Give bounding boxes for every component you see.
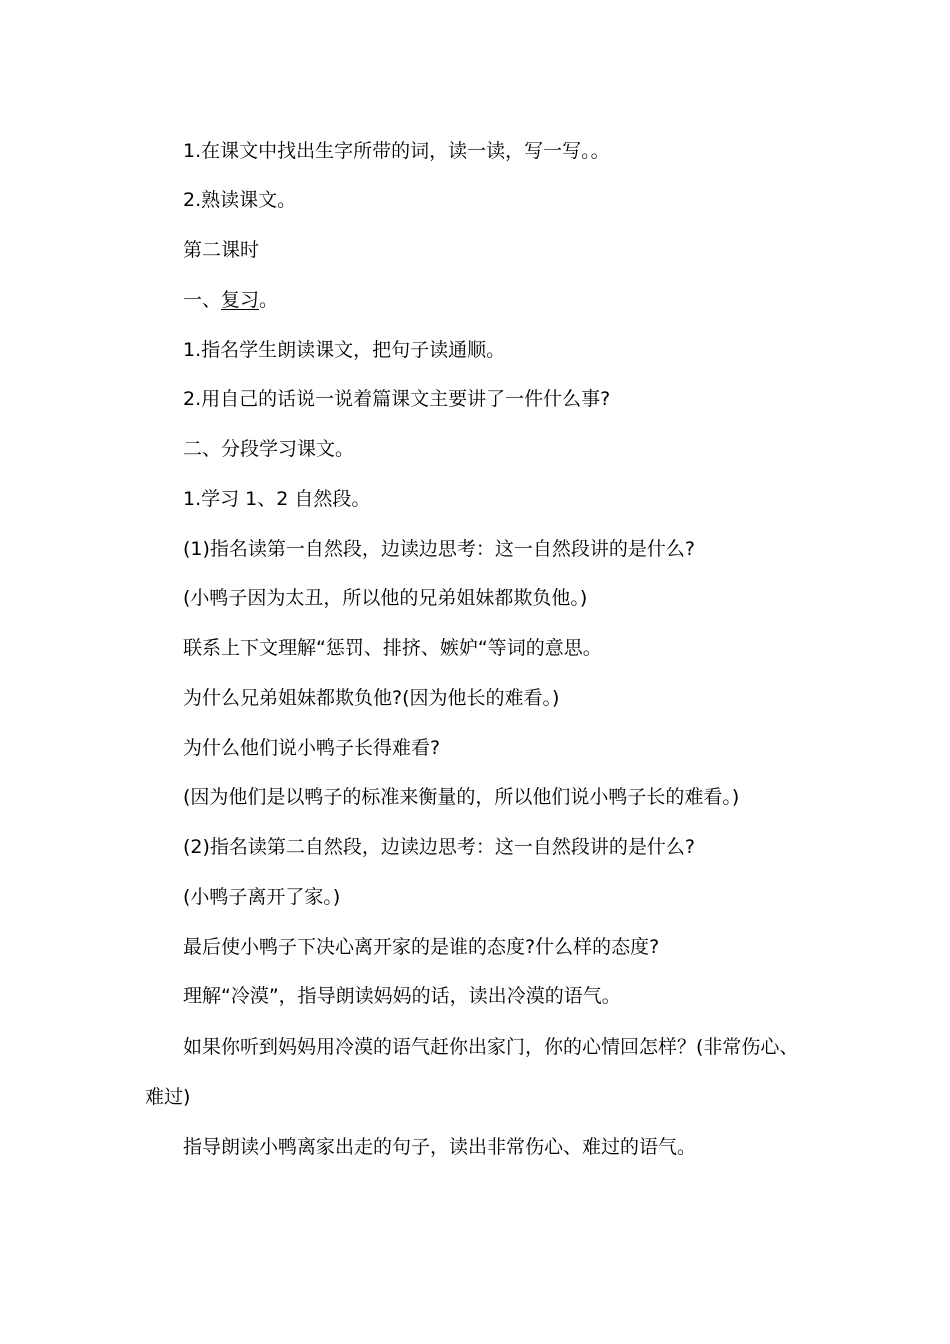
heading-number: 一、 [183, 289, 222, 311]
text-line: 为什么兄弟姐妹都欺负他?(因为他长的难看。) [183, 687, 560, 709]
text-line: 指导朗读小鸭离家出走的句子，读出非常伤心、难过的语气。 [183, 1136, 697, 1158]
text-line: 理解“冷漠”，指导朗读妈妈的话，读出冷漠的语气。 [183, 985, 621, 1007]
text-line: 联系上下文理解“惩罚、排挤、嫉妒“等词的意思。 [183, 637, 602, 659]
section-heading: 二、分段学习课文。 [183, 438, 355, 460]
text-line: 2.用自己的话说一说着篇课文主要讲了一件什么事? [183, 388, 611, 410]
text-line: 为什么他们说小鸭子长得难看? [183, 737, 441, 759]
section-heading: 第二课时 [183, 239, 260, 261]
heading-review [183, 287, 278, 313]
text-line: 最后使小鸭子下决心离开家的是谁的态度?什么样的态度? [183, 936, 660, 958]
text-line: 1.指名学生朗读课文，把句子读通顺。 [183, 339, 506, 361]
review-link[interactable]: 复习 [221, 289, 260, 311]
text-line: (小鸭子因为太丑，所以他的兄弟姐妹都欺负他。) [183, 587, 588, 609]
text-line: (2)指名读第二自然段，边读边思考：这一自然段讲的是什么? [183, 836, 695, 858]
heading-punct: 。 [259, 289, 279, 311]
text-line: (1)指名读第一自然段，边读边思考：这一自然段讲的是什么? [183, 538, 695, 560]
text-line: (因为他们是以鸭子的标准来衡量的，所以他们说小鸭子长的难看。) [183, 786, 740, 808]
text-line: 1.学习 1、2 自然段。 [183, 488, 371, 510]
text-line: 如果你听到妈妈用冷漠的语气赶你出家门，你的心情回怎样？(非常伤心、 [183, 1036, 799, 1058]
text-line-continuation: 难过) [145, 1086, 191, 1108]
text-line: (小鸭子离开了家。) [183, 886, 341, 908]
text-line: 2.熟读课文。 [183, 189, 297, 211]
text-line: 1.在课文中找出生字所带的词，读一读，写一写。。 [183, 140, 610, 162]
